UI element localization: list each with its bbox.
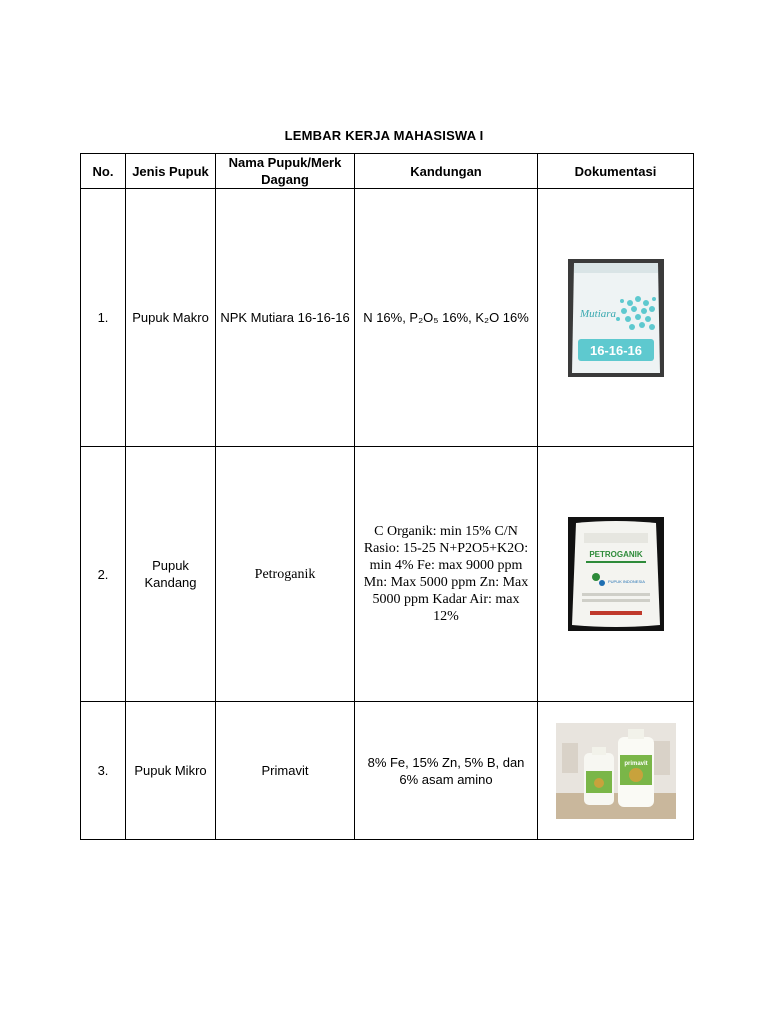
cell-dokumentasi [538,702,694,840]
header-jenis: Jenis Pupuk [126,154,216,189]
table-row [81,447,694,702]
header-dokumentasi: Dokumentasi [538,154,694,189]
cell-no: 3. [81,702,126,840]
cell-kandungan: 8% Fe, 15% Zn, 5% B, dan 6% asam amino [355,702,538,840]
cell-jenis: Pupuk Mikro [126,702,216,840]
cell-jenis: Pupuk Kandang [126,447,216,702]
table-header-row [81,154,694,189]
petroganik-bag-image [568,517,664,631]
primavit-bottles-image [556,723,676,819]
npk-mutiara-bag-image [568,259,664,377]
primavit-brand-text: primavit [623,760,648,767]
petroganik-brand-text: PETROGANIK [588,550,643,559]
cell-kandungan: C Organik: min 15% C/N Rasio: 15-25 N+P2O5+K2O: min 4% Fe: max 9000 ppm Mn: Max 5000 ppm Zn: Max 5000 ppm Kadar Air: max 12% [355,447,538,702]
table-row [81,189,694,447]
page-title: LEMBAR KERJA MAHASISWA I [284,128,484,143]
cell-dokumentasi [538,447,694,702]
cell-nama: NPK Mutiara 16-16-16 [216,189,355,447]
fertilizer-table [80,153,694,840]
header-nama: Nama Pupuk/Merk Dagang [216,154,355,189]
mutiara-grade-text: 16-16-16 [589,342,642,358]
cell-kandungan: N 16%, P₂O₅ 16%, K₂O 16% [355,189,538,447]
header-kandungan: Kandungan [355,154,538,189]
cell-dokumentasi [538,189,694,447]
table-row [81,702,694,840]
cell-nama: Primavit [216,702,355,840]
pupuk-indonesia-text: PUPUK INDONESIA [607,579,645,584]
cell-nama: Petroganik [216,447,355,702]
cell-no: 1. [81,189,126,447]
mutiara-brand-text: Mutiara [579,307,616,320]
cell-no: 2. [81,447,126,702]
header-no: No. [81,154,126,189]
cell-jenis: Pupuk Makro [126,189,216,447]
